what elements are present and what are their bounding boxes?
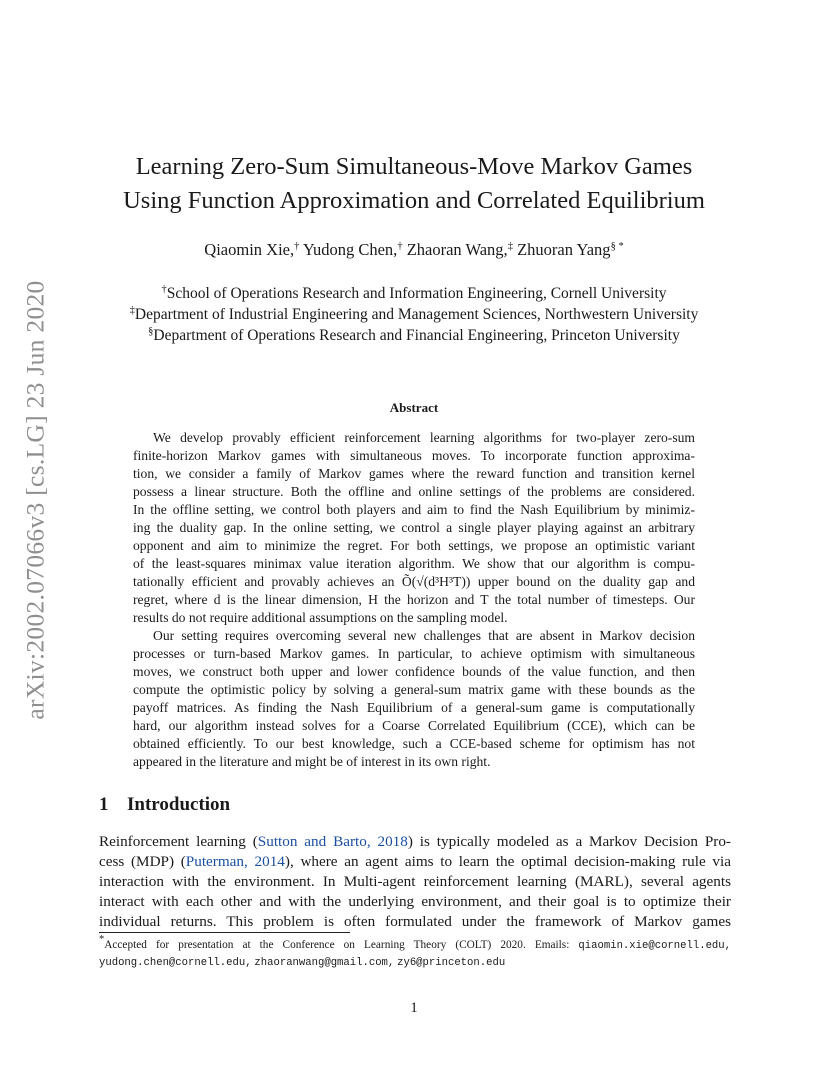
abstract-line: possess a linear structure. Both the offline and online settings of the problems are considered. <box>133 484 695 499</box>
intro-line <box>99 852 731 872</box>
abstract-line: appeared in the literature and might be of interest in its own right. <box>133 754 491 769</box>
abstract-line: regret, where d is the linear dimension, H the horizon and T the total number of timesteps. Our <box>133 592 695 607</box>
section-title: Introduction <box>127 794 231 815</box>
intro-text: cess (MDP) ( <box>99 853 186 870</box>
affiliation-text: Department of Operations Research and Financial Engineering, Princeton University <box>153 327 680 344</box>
section-heading <box>99 794 230 816</box>
abstract-line: Our setting requires overcoming several new challenges that are absent in Markov decision <box>153 628 695 643</box>
abstract-line: tion, we consider a family of Markov games where the reward function and transition kernel <box>133 466 695 481</box>
footnote-mark: * <box>99 934 105 945</box>
intro-text: ), where an agent aims to learn the optimal decision-making rule via <box>284 853 731 870</box>
author-mark: § * <box>610 241 624 252</box>
citation-link[interactable]: Sutton and Barto, 2018 <box>257 833 408 850</box>
paper-title-line-2: Using Function Approximation and Correlated Equilibrium <box>123 187 705 214</box>
footnote-line <box>99 954 731 971</box>
footnote-text: Accepted for presentation at the Conference on Learning Theory (COLT) 2020. Emails: <box>104 939 570 951</box>
citation-link[interactable]: Puterman, 2014 <box>185 853 285 870</box>
abstract-line: ing the duality gap. In the online setting, we control a single player playing against an arbitrary <box>133 520 695 535</box>
affiliation-mark: § <box>148 326 154 337</box>
affiliation <box>0 285 828 303</box>
affiliation <box>0 306 828 324</box>
author-mark: † <box>397 241 403 252</box>
abstract-line: hard, our algorithm instead solves for a Coarse Correlated Equilibrium (CCE), which can be <box>133 718 695 733</box>
abstract-line: processes or turn-based Markov games. In particular, to achieve optimism with simultaneous <box>133 646 695 661</box>
abstract-line: We develop provably efficient reinforcement learning algorithms for two-player zero-sum <box>153 430 695 445</box>
abstract-line: finite-horizon Markov games with simultaneous moves. To incorporate function approxima- <box>133 448 695 463</box>
section-number: 1 <box>99 794 109 815</box>
abstract-line: moves, we construct both upper and lower confidence bounds of the value function, and then <box>133 664 695 679</box>
email[interactable]: yudong.chen@cornell.edu, <box>99 957 252 969</box>
footnote-rule <box>99 932 350 933</box>
abstract-line: opponent and aim to minimize the regret. For both settings, we propose an optimistic variant <box>133 538 695 553</box>
author-name: Zhuoran Yang <box>517 240 611 259</box>
author-mark: † <box>294 241 300 252</box>
arxiv-identifier: arXiv:2002.07066v3 [cs.LG] 23 Jun 2020 <box>21 280 50 720</box>
footnote-line <box>99 934 731 954</box>
author-mark: ‡ <box>507 241 513 252</box>
email[interactable]: qiaomin.xie@cornell.edu, <box>578 940 731 952</box>
intro-line: interact with each other and with the underlying environment, and their goal is to optimize their <box>99 893 731 910</box>
abstract-heading: Abstract <box>389 400 439 415</box>
affiliation-text: Department of Industrial Engineering and Management Sciences, Northwestern University <box>134 306 699 323</box>
affiliation-mark: † <box>161 284 167 295</box>
paper-title-line-1: Learning Zero-Sum Simultaneous-Move Markov Games <box>135 153 693 180</box>
abstract-line: In the offline setting, we control both players and aim to find the Nash Equilibrium by minimiz- <box>133 502 695 517</box>
affiliation-text: School of Operations Research and Information Engineering, Cornell University <box>166 285 667 302</box>
author-name: Zhaoran Wang, <box>406 240 508 259</box>
author-list <box>0 240 828 260</box>
author-name: Qiaomin Xie, <box>204 240 295 259</box>
abstract-line: compute the optimistic policy by solving a general-sum matrix game with these bounds as the <box>133 682 695 697</box>
affiliation <box>0 327 828 345</box>
email[interactable]: zhaoranwang@gmail.com, <box>254 957 395 969</box>
abstract-line: tationally efficient and provably achieves an Õ(√(d³H³T)) upper bound on the duality gap and <box>133 574 695 589</box>
page-number: 1 <box>410 1000 418 1016</box>
email[interactable]: zy6@princeton.edu <box>397 957 506 969</box>
intro-line: individual returns. This problem is often formulated under the framework of Markov games <box>99 913 731 930</box>
abstract-line: obtained efficiently. To our best knowledge, such a CCE-based scheme for optimism has not <box>133 736 695 751</box>
intro-line <box>99 832 731 852</box>
affiliation-mark: ‡ <box>129 305 135 316</box>
author-name: Yudong Chen, <box>302 240 398 259</box>
intro-text: Reinforcement learning ( <box>99 833 258 850</box>
abstract-line: payoff matrices. As finding the Nash Equilibrium of a general-sum game is computationally <box>133 700 695 715</box>
intro-text: ) is typically modeled as a Markov Decision Pro- <box>407 833 731 850</box>
abstract-line: of the least-squares minimax value iteration algorithm. We show that our algorithm is compu- <box>133 556 695 571</box>
intro-line: interaction with the environment. In Multi-agent reinforcement learning (MARL), several agents <box>99 873 731 890</box>
abstract-line: results do not require additional assumptions on the sampling model. <box>133 610 508 625</box>
